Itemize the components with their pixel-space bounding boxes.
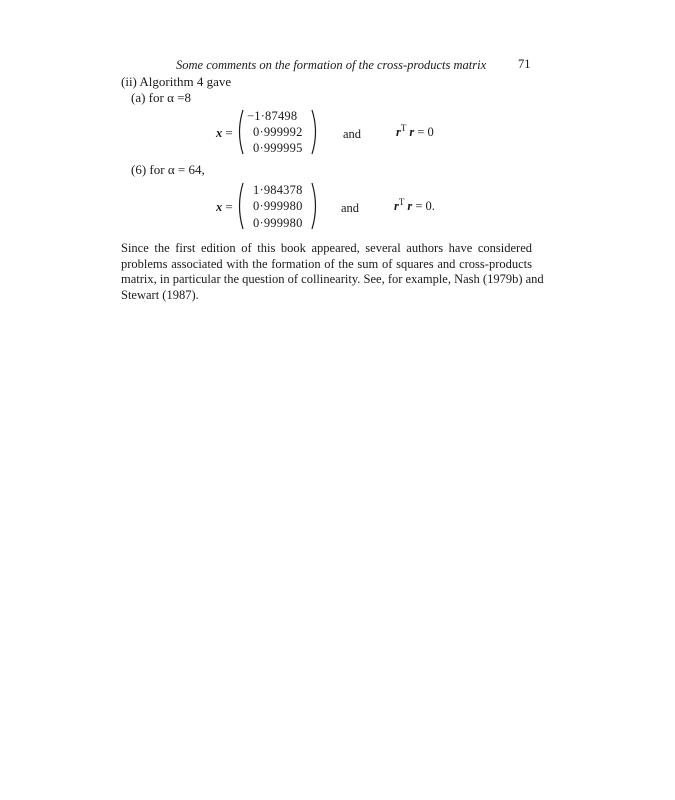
case-a-label: (a) for α =8 xyxy=(131,90,191,105)
and-word: and xyxy=(343,127,362,141)
paragraph-line: Stewart (1987). xyxy=(121,287,199,302)
residual-expression: $r^T$ r = 0 xyxy=(396,123,434,139)
left-paren xyxy=(235,182,245,230)
matrix-entry: 1·984378 xyxy=(253,183,303,197)
body-paragraph xyxy=(121,241,544,303)
matrix-entry: 0·999995 xyxy=(253,141,303,155)
matrix-entry: −1·87498 xyxy=(247,109,298,123)
running-head: Some comments on the formation of the cross-products matrix xyxy=(176,58,487,72)
paragraph-line: problems associated with the formation of the sum of squares and cross-products xyxy=(121,256,532,271)
matrix-entry: 0·999980 xyxy=(253,199,303,213)
and-word: and xyxy=(341,201,360,215)
left-paren xyxy=(235,109,245,155)
right-paren xyxy=(310,182,320,230)
vector-x-label: x = xyxy=(216,199,233,214)
section-heading: (ii) Algorithm 4 gave xyxy=(121,74,232,89)
vector-x-label: x = xyxy=(216,125,233,140)
residual-expression: $r^T$ r = 0. xyxy=(394,197,435,213)
right-paren xyxy=(310,109,320,155)
paragraph-line: Since the first edition of this book appeared, several authors have considered xyxy=(121,241,532,255)
case-b-label: (6) for α = 64, xyxy=(131,162,205,177)
paragraph-line: matrix, in particular the question of collinearity. See, for example, Nash (1979b) and xyxy=(121,272,544,286)
matrix-entry: 0·999980 xyxy=(253,216,303,230)
page-number: 71 xyxy=(518,57,531,71)
matrix-entry: 0·999992 xyxy=(253,125,303,139)
